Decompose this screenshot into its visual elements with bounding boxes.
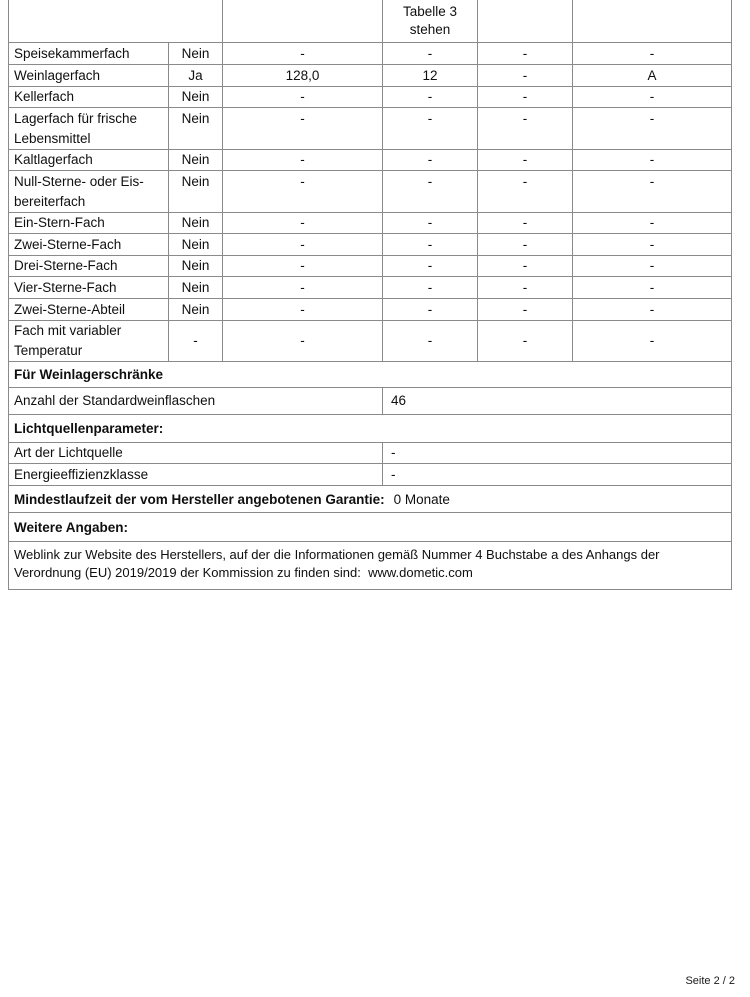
table-row <box>9 321 732 362</box>
value-cell: - <box>223 108 383 149</box>
value-cell: - <box>573 150 732 170</box>
present-cell: Nein <box>169 213 223 233</box>
value-cell: - <box>223 277 383 298</box>
table-row <box>9 171 732 213</box>
page-number: Seite 2 / 2 <box>685 975 735 987</box>
value-cell: - <box>573 43 732 64</box>
table-row <box>9 87 732 108</box>
manufacturer-weblink-row: Weblink zur Website des Herstellers, auf der die Informationen gemäß Nummer 4 Buchstabe a des Anhangs der Verordnung (EU) 2019/2019 der Kommission zu finden sind: www.dometic.com <box>9 542 732 590</box>
present-cell: Nein <box>169 299 223 320</box>
warranty-row <box>9 486 732 513</box>
light-type-value-cell: - <box>383 443 732 463</box>
table-row <box>9 277 732 299</box>
bottles-row <box>9 388 732 415</box>
warranty-value: 0 Monate <box>393 491 450 507</box>
table-row <box>9 43 732 65</box>
header-empty-cell <box>9 0 223 42</box>
compartment-label-cell: Fach mit variabler Temperatur <box>9 321 169 361</box>
value-cell: - <box>478 171 573 212</box>
present-cell: Nein <box>169 277 223 298</box>
value-cell: - <box>383 43 478 64</box>
table-row <box>9 108 732 150</box>
compartment-label-cell: Weinlagerfach <box>9 65 169 86</box>
header-tabelle-cell <box>383 0 478 42</box>
value-cell: - <box>383 171 478 212</box>
present-cell: Nein <box>169 108 223 149</box>
value-cell: - <box>478 213 573 233</box>
value-cell: - <box>383 234 478 255</box>
value-cell: - <box>573 108 732 149</box>
energy-class-value-cell: - <box>383 464 732 485</box>
value-cell: - <box>223 234 383 255</box>
value-cell: - <box>383 299 478 320</box>
value-cell: - <box>573 321 732 361</box>
compartment-label-cell: Lagerfach für frische Lebensmittel <box>9 108 169 149</box>
value-cell: - <box>478 108 573 149</box>
value-cell: - <box>223 87 383 107</box>
value-cell: - <box>573 256 732 276</box>
value-cell: - <box>573 213 732 233</box>
value-cell: - <box>383 108 478 149</box>
table-row <box>9 150 732 171</box>
value-cell: - <box>573 87 732 107</box>
value-cell: - <box>478 234 573 255</box>
value-cell: - <box>383 321 478 361</box>
value-cell: - <box>478 150 573 170</box>
header-tabelle-line1: Tabelle 3 <box>402 4 458 19</box>
product-datasheet-table <box>8 0 732 590</box>
value-cell: - <box>478 256 573 276</box>
value-cell: A <box>573 65 732 86</box>
bottles-value-cell: 46 <box>383 388 732 414</box>
compartment-label-cell: Vier-Sterne-Fach <box>9 277 169 298</box>
table-header-fragment-row <box>9 0 732 43</box>
section-wine-cabinets-header: Für Weinlagerschränke <box>9 362 732 388</box>
compartment-label-cell: Null-Sterne- oder Eis-bereiterfach <box>9 171 169 212</box>
present-cell: Nein <box>169 234 223 255</box>
value-cell: - <box>573 234 732 255</box>
present-cell: Nein <box>169 87 223 107</box>
value-cell: - <box>223 256 383 276</box>
table-row <box>9 234 732 256</box>
compartment-label-cell: Ein-Stern-Fach <box>9 213 169 233</box>
value-cell: - <box>478 65 573 86</box>
header-empty-cell <box>478 0 573 42</box>
value-cell: - <box>573 277 732 298</box>
value-cell: - <box>478 87 573 107</box>
value-cell: - <box>223 213 383 233</box>
compartment-label-cell: Speisekammerfach <box>9 43 169 64</box>
present-cell: Nein <box>169 43 223 64</box>
value-cell: - <box>573 299 732 320</box>
present-cell: Nein <box>169 256 223 276</box>
value-cell: - <box>223 150 383 170</box>
value-cell: - <box>383 213 478 233</box>
value-cell: - <box>223 299 383 320</box>
value-cell: - <box>223 321 383 361</box>
compartment-label-cell: Kaltlagerfach <box>9 150 169 170</box>
value-cell: - <box>383 87 478 107</box>
warranty-label: Mindestlaufzeit der vom Hersteller angebotenen Garantie: <box>14 491 385 507</box>
header-tabelle-line2: stehen <box>409 22 451 37</box>
table-row <box>9 213 732 234</box>
present-cell: Nein <box>169 150 223 170</box>
value-cell: - <box>478 321 573 361</box>
present-cell: - <box>169 321 223 361</box>
value-cell: - <box>478 277 573 298</box>
compartment-rows-group <box>9 43 732 362</box>
section-light-source-header: Lichtquellenparameter: <box>9 415 732 443</box>
energy-class-label-cell: Energieeffizienzklasse <box>9 464 383 485</box>
value-cell: 12 <box>383 65 478 86</box>
compartment-label-cell: Drei-Sterne-Fach <box>9 256 169 276</box>
header-empty-cell <box>573 0 732 42</box>
present-cell: Nein <box>169 171 223 212</box>
value-cell: - <box>383 277 478 298</box>
value-cell: - <box>223 43 383 64</box>
table-row <box>9 256 732 277</box>
section-more-info-header: Weitere Angaben: <box>9 513 732 542</box>
value-cell: - <box>383 150 478 170</box>
value-cell: - <box>223 171 383 212</box>
compartment-label-cell: Kellerfach <box>9 87 169 107</box>
value-cell: 128,0 <box>223 65 383 86</box>
value-cell: - <box>383 256 478 276</box>
light-type-row <box>9 443 732 464</box>
header-empty-cell <box>223 0 383 42</box>
value-cell: - <box>478 43 573 64</box>
compartment-label-cell: Zwei-Sterne-Abteil <box>9 299 169 320</box>
table-row <box>9 299 732 321</box>
compartment-label-cell: Zwei-Sterne-Fach <box>9 234 169 255</box>
value-cell: - <box>573 171 732 212</box>
present-cell: Ja <box>169 65 223 86</box>
light-type-label-cell: Art der Lichtquelle <box>9 443 383 463</box>
value-cell: - <box>478 299 573 320</box>
bottles-label-cell: Anzahl der Standardweinflaschen <box>9 388 383 414</box>
table-row <box>9 65 732 87</box>
energy-class-row <box>9 464 732 486</box>
